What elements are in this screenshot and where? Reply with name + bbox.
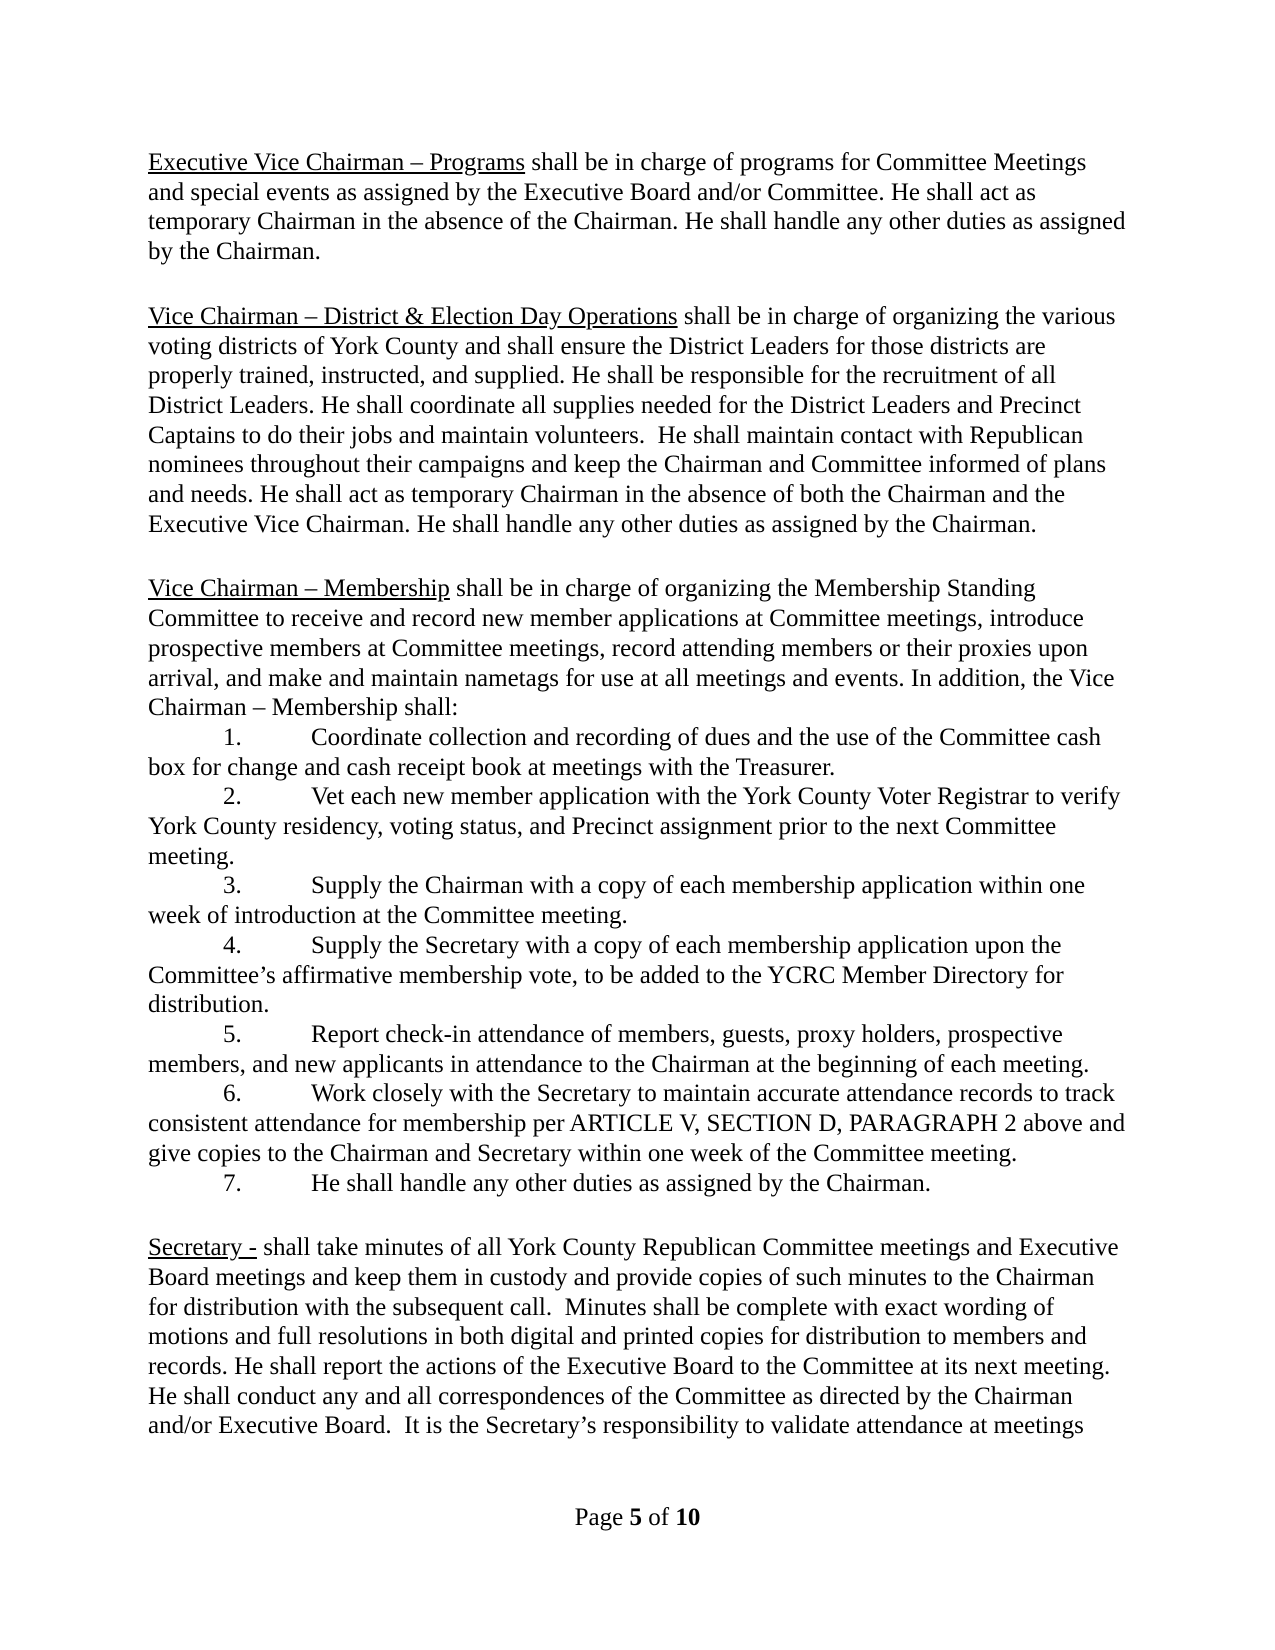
list-item-number: 2. <box>223 783 242 811</box>
footer-of-label: of <box>648 1504 670 1531</box>
paragraph-body: shall take minutes of all York County Republican Committee meetings and Executive Board meetings and keep them in custody and provide copies of such minutes to the Chairman for distribution with the subsequent call. Minutes shall be complete with exact wording of motions and full resolutions in both digital and printed copies for distribution to members and records. He shall report the actions of the Executive Board to the Committee at its next meeting. He shall conduct any and all correspondences of the Committee as directed by the Chairman and/or Executive Board. It is the Secretary’s responsibility to validate attendance at meetings <box>148 1234 1125 1440</box>
list-item-4 <box>148 931 1128 1020</box>
heading-vice-chairman-district-election-day: Vice Chairman – District & Election Day Operations <box>148 302 678 330</box>
list-item-text: Supply the Secretary with a copy of each membership application upon the Committee’s affirmative membership vote, to be added to the YCRC Member Directory for distribution. <box>148 931 1070 1019</box>
list-item-text: Vet each new member application with the York County Voter Registrar to verify York County residency, voting status, and Precinct assignment prior to the next Committee meeting. <box>148 783 1126 870</box>
list-item-number: 1. <box>223 723 242 751</box>
list-item-5 <box>148 1020 1128 1079</box>
list-item-number: 3. <box>223 872 242 900</box>
list-item-text: Coordinate collection and recording of dues and the use of the Committee cash box for change and cash receipt book at meetings with the Treasurer. <box>148 723 1108 781</box>
page-footer <box>0 1503 1275 1533</box>
heading-vice-chairman-membership: Vice Chairman – Membership <box>148 575 450 603</box>
list-item-7 <box>148 1169 1128 1199</box>
heading-secretary: Secretary - <box>148 1234 257 1262</box>
list-item-number: 5. <box>223 1020 242 1048</box>
list-item-text: Supply the Chairman with a copy of each membership application within one week of introduction at the Committee meeting. <box>148 872 1092 930</box>
list-item-1 <box>148 723 1128 782</box>
list-item-text: Work closely with the Secretary to maintain accurate attendance records to track consistent attendance for membership per ARTICLE V, SECTION D, PARAGRAPH 2 above and give copies to the Chairman and Secretary within one week of the Committee meeting. <box>148 1080 1132 1167</box>
list-item-number: 6. <box>223 1080 242 1108</box>
list-item-3 <box>148 871 1128 930</box>
list-item-6 <box>148 1079 1132 1168</box>
paragraph-executive-vice-chairman-programs <box>148 148 1132 267</box>
paragraph-body: shall be in charge of organizing the various voting districts of York County and shall ensure the District Leaders for those districts are properly trained, instructed, and supplied. He shall be responsible for the recruitment of all District Leaders. He shall coordinate all supplies needed for the District Leaders and Precinct Captains to do their jobs and maintain volunteers. He shall maintain contact with Republican nominees throughout their campaigns and keep the Chairman and Committee informed of plans and needs. He shall act as temporary Chairman in the absence of both the Chairman and the Executive Vice Chairman. He shall handle any other duties as assigned by the Chairman. <box>148 302 1122 538</box>
list-item-2 <box>148 782 1128 871</box>
footer-total-pages: 10 <box>675 1504 701 1531</box>
list-item-text: He shall handle any other duties as assigned by the Chairman. <box>311 1169 931 1197</box>
list-item-text: Report check-in attendance of members, guests, proxy holders, prospective members, and new applicants in attendance to the Chairman at the beginning of each meeting. <box>148 1020 1090 1078</box>
footer-page-label: Page <box>574 1504 624 1531</box>
paragraph-vice-chairman-district-election-day <box>148 302 1128 540</box>
paragraph-body: shall be in charge of programs for Committee Meetings and special events as assigned by the Executive Board and/or Committee. He shall act as temporary Chairman in the absence of the Chairman. He shall handle any other duties as assigned by the Chairman. <box>148 149 1132 266</box>
paragraph-vice-chairman-membership <box>148 574 1128 723</box>
heading-executive-vice-chairman-programs: Executive Vice Chairman – Programs <box>148 149 526 176</box>
paragraph-body: shall be in charge of organizing the Membership Standing Committee to receive and record new member applications at Committee meetings, introduce prospective members at Committee meetings, record attending members or their proxies upon arrival, and make and maintain nametags for use at all meetings and events. In addition, the Vice Chairman – Membership shall: <box>148 575 1121 722</box>
footer-page-number: 5 <box>629 1504 643 1531</box>
list-item-number: 7. <box>223 1169 242 1197</box>
list-item-number: 4. <box>223 931 242 959</box>
paragraph-secretary <box>148 1233 1128 1441</box>
